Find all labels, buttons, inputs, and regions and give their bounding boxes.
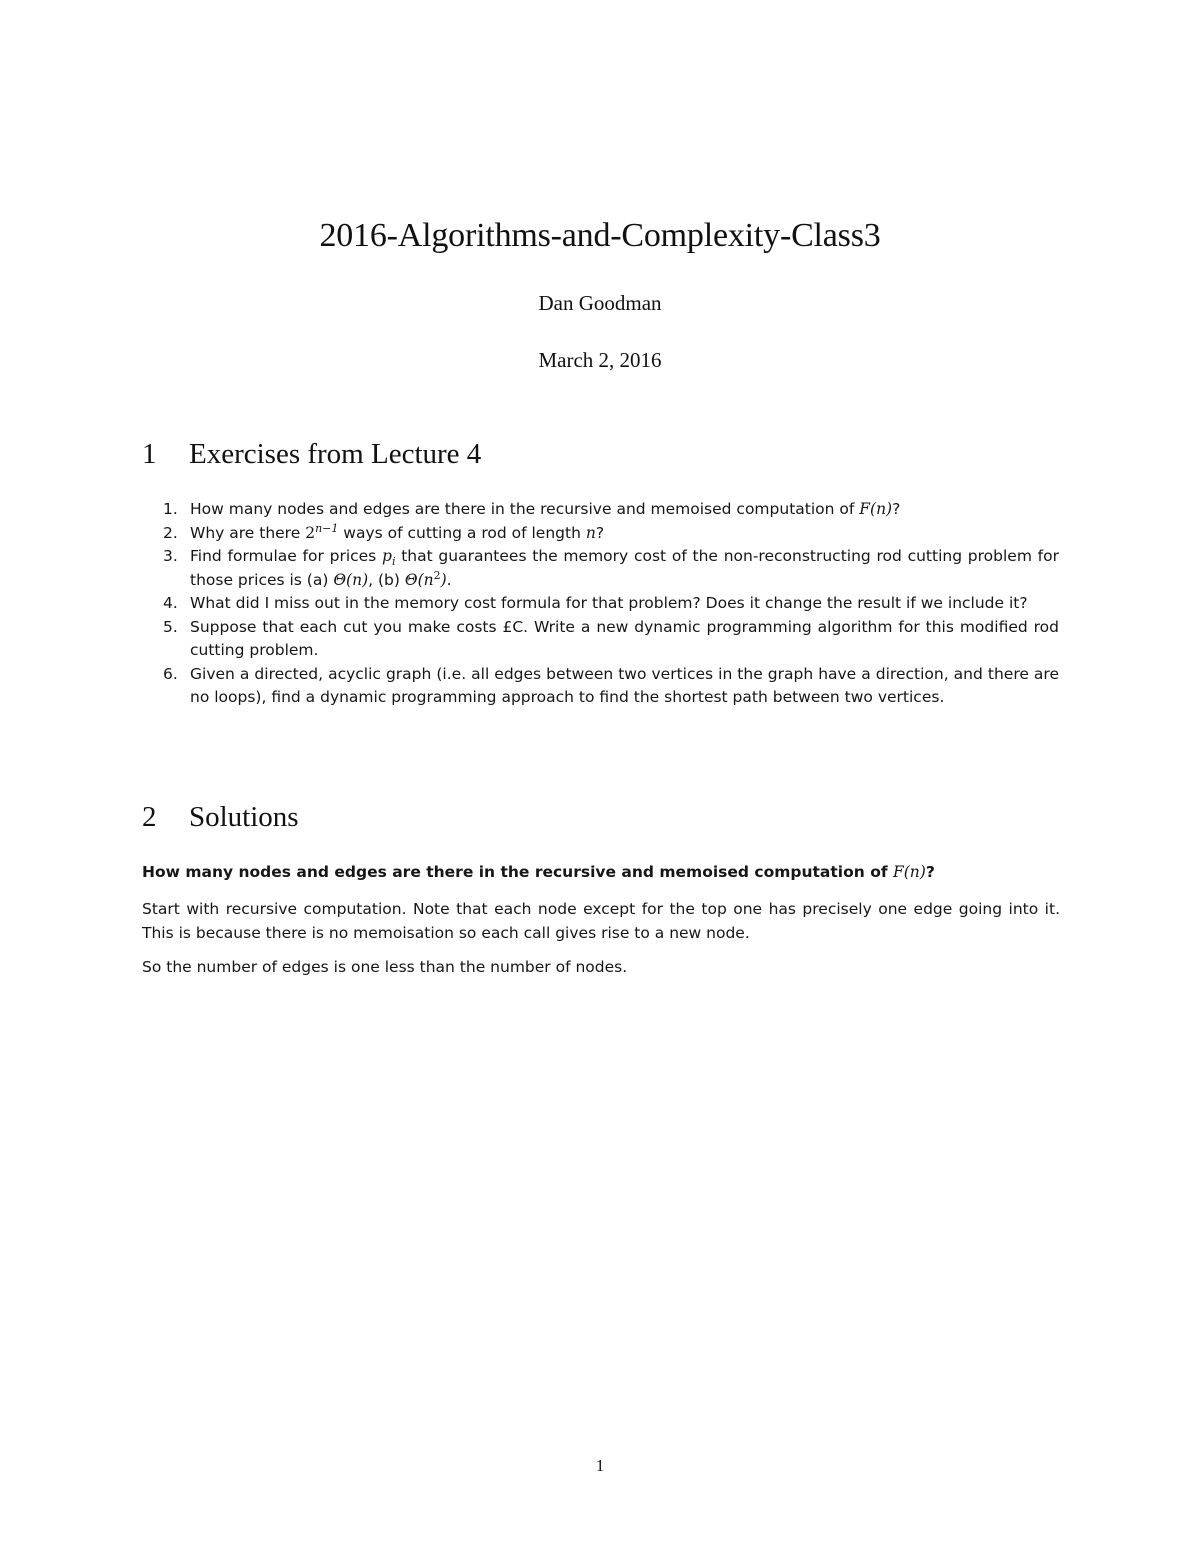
document-title: 2016-Algorithms-and-Complexity-Class3 (319, 217, 881, 254)
section-number: 2 (142, 801, 157, 833)
list-marker: 1. (163, 500, 178, 518)
math-variable: n (585, 523, 596, 542)
list-marker: 2. (163, 523, 178, 542)
item-text: Why are there (190, 523, 306, 542)
page-number: 1 (595, 1456, 605, 1475)
item-text: How many nodes and edges are there in the recursive and memoised computation of (190, 500, 860, 518)
question-text: ? (925, 863, 935, 881)
question-text: How many nodes and edges are there in the recursive and memoised computation of (142, 863, 893, 881)
list-item (163, 498, 1059, 522)
item-text: What did I miss out in the memory cost formula for that problem? Does it change the result if we include it? (190, 594, 1028, 612)
math-expression: ) (440, 570, 447, 589)
section-title: Solutions (189, 801, 299, 833)
math-expression: Θ(n (404, 570, 434, 589)
section-number: 1 (142, 438, 157, 470)
item-text: ? (892, 500, 901, 518)
section-title: Exercises from Lecture 4 (189, 438, 482, 470)
math-exponent: 2 (433, 568, 441, 582)
math-expression: Θ(n) (333, 570, 369, 589)
list-marker: 3. (163, 547, 178, 565)
list-item (163, 592, 1059, 616)
section-heading-exercises (142, 436, 481, 472)
solution-question (142, 861, 1060, 884)
item-text: . (446, 570, 452, 589)
list-item (163, 545, 1059, 592)
list-item (163, 616, 1059, 663)
item-text: Given a directed, acyclic graph (i.e. all edges between two vertices in the graph have a direction, and there are no loops), find a dynamic programming approach to find the shortest path between two vertices. (190, 664, 1059, 706)
math-variable: p (382, 547, 392, 565)
list-item (163, 522, 1059, 546)
list-marker: 4. (163, 594, 178, 612)
item-text: ways of cutting a rod of length (338, 523, 586, 542)
section-heading-solutions (142, 799, 299, 835)
list-item (163, 663, 1059, 710)
item-text: Suppose that each cut you make costs £C. Write a new dynamic programming algorithm for this modified rod cutting problem. (190, 617, 1059, 659)
math-subscript: i (391, 555, 396, 569)
list-marker: 5. (163, 617, 178, 636)
item-text: , (b) (368, 570, 405, 589)
list-marker: 6. (163, 664, 178, 683)
document-date: March 2, 2016 (538, 348, 662, 372)
math-expression: F(n) (892, 863, 926, 881)
exercise-list (163, 498, 1059, 710)
item-text: ? (595, 523, 605, 542)
item-text: Find formulae for prices (190, 547, 382, 565)
item-text: that guarantees the memory cost of the non-reconstructing rod cutting problem for those prices is (a) (190, 547, 1059, 589)
solution-paragraph: Start with recursive computation. Note that each node except for the top one has precisely one edge going into it. This is because there is no memoisation so each call gives rise to a new node. (142, 900, 1060, 942)
math-exponent: n−1 (315, 521, 339, 535)
math-expression: F(n) (859, 500, 893, 518)
document-author: Dan Goodman (538, 291, 662, 315)
solution-paragraph: So the number of edges is one less than the number of nodes. (142, 958, 628, 976)
math-base: 2 (305, 523, 316, 542)
